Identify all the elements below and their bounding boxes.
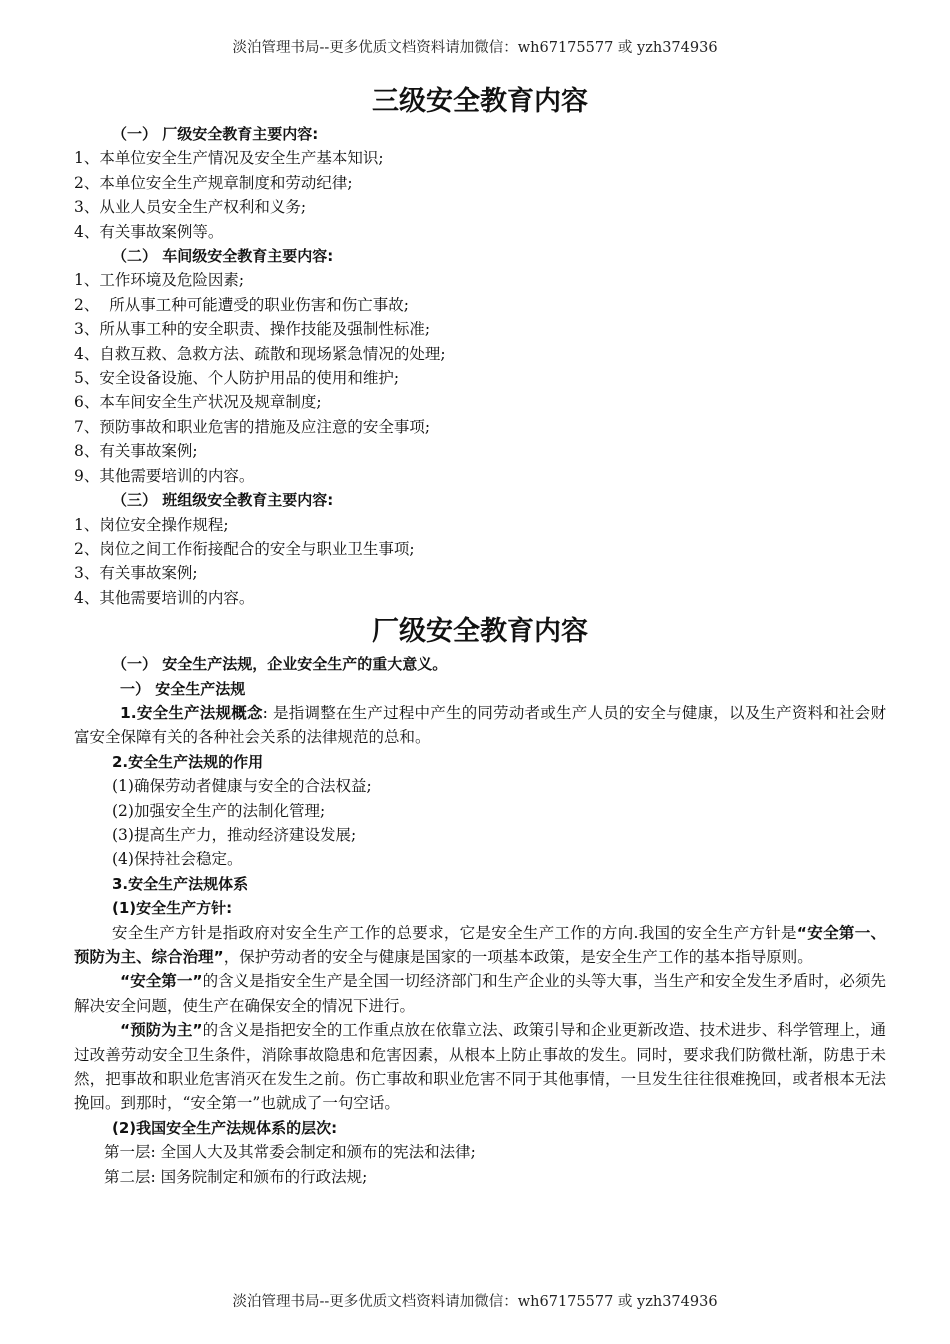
level-item: 第一层: 全国人大及其常委会制定和颁布的宪法和法律; [104,1143,476,1162]
list-item: 2、本单位安全生产规章制度和劳动纪律; [74,173,353,192]
safety-first-text: 的含义是指安全生产是全国一切经济部门和生产企业的头等大事，当生产和安全发生矛盾时，必须先解决安全问题，使生产在确保安全的情况下进行。 [74,972,886,1015]
document-body [74,84,886,1189]
list-item: 1、本单位安全生产情况及安全生产基本知识; [74,149,384,168]
list-item: (1)确保劳动者健康与安全的合法权益; [112,777,372,796]
list-item: (4)保持社会稳定。 [112,850,243,869]
list-item: (2)加强安全生产的法制化管理; [112,801,326,820]
list-item: 4、自救互救、急救方法、疏散和现场紧急情况的处理; [74,344,446,363]
list-item: 4、有关事故案例等。 [74,222,224,241]
section-heading-workshop: （二） 车间级安全教育主要内容: [112,247,334,266]
policy-text-1: 安全生产方针是指政府对安全生产工作的总要求，它是安全生产工作的方向.我国的安全生产方针是 [112,923,797,942]
prevention-first-text: 的含义是指把安全的工作重点放在依靠立法、政策引导和企业更新改造、技术进步、科学管理上，通过改善劳动安全卫生条件，消除事故隐患和危害因素，从根本上防止事故的发生。同时，要求我们防微杜渐，防患于未然，把事故和职业危害消灭在发生之前。伤亡事故和职业危害不同于其他事情，一旦发生往往很难挽回，或者根本无法挽回。到那时，“安全第一”也就成了一句空话。 [74,1021,886,1113]
list-item: 1、岗位安全操作规程; [74,515,229,534]
list-item: 3、从业人员安全生产权利和义务; [74,198,307,217]
sub-heading: 一） 安全生产法规 [120,679,246,698]
list-item: 9、其他需要培训的内容。 [74,466,255,485]
list-item: 1、工作环境及危险因素; [74,271,245,290]
list-item: 2、 所从事工种可能遭受的职业伤害和伤亡事故; [74,295,409,314]
list-item: 6、本车间安全生产状况及规章制度; [74,393,322,412]
role-heading: 2.安全生产法规的作用 [112,752,264,771]
page-header: 淡泊管理书局--更多优质文档资料请加微信：wh67175577 或 yzh374936 [232,40,718,56]
list-item: 8、有关事故案例; [74,442,198,461]
list-item: 3、所从事工种的安全职责、操作技能及强制性标准; [74,320,431,339]
page-footer: 淡泊管理书局--更多优质文档资料请加微信：wh67175577 或 yzh374936 [232,1294,718,1310]
list-item: 3、有关事故案例; [74,564,198,583]
prevention-first-term: “预防为主” [120,1021,203,1040]
policy-slogan: “安全第一、预防为主、综合治理” [74,923,887,966]
concept-label: 1.安全生产法规概念 [120,703,263,722]
list-item: 4、其他需要培训的内容。 [74,588,255,607]
paragraph-prevention-first [74,1018,886,1116]
section-heading-factory: （一） 厂级安全教育主要内容: [112,125,319,143]
system-heading: 3.安全生产法规体系 [112,874,249,893]
policy-heading: (1)安全生产方针: [112,899,233,918]
title-factory-level: 厂级安全教育内容 [372,616,588,648]
paragraph-policy [74,921,886,970]
paragraph-safety-first [74,969,886,1018]
levels-heading: (2)我国安全生产法规体系的层次: [112,1118,338,1137]
section-heading-team: （三） 班组级安全教育主要内容: [112,491,334,510]
list-item: 7、预防事故和职业危害的措施及应注意的安全事项; [74,417,431,436]
level-item: 第二层: 国务院制定和颁布的行政法规; [104,1167,368,1186]
title-three-level: 三级安全教育内容 [372,86,588,117]
concept-text: : 是指调整在生产过程中产生的同劳动者或生产人员的安全与健康，以及生产资料和社会财富安全保障有关的各种社会关系的法律规范的总和。 [74,703,886,747]
list-item: 2、岗位之间工作衔接配合的安全与职业卫生事项; [74,539,415,558]
list-item: 5、安全设备设施、个人防护用品的使用和维护; [74,369,400,388]
part-heading: （一） 安全生产法规，企业安全生产的重大意义。 [112,655,448,674]
paragraph-concept [74,701,886,750]
safety-first-term: “安全第一” [120,972,203,991]
list-item: (3)提高生产力，推动经济建设发展; [112,825,357,844]
policy-text-2: ，保护劳动者的安全与健康是国家的一项基本政策，是安全生产工作的基本指导原则。 [223,948,813,966]
